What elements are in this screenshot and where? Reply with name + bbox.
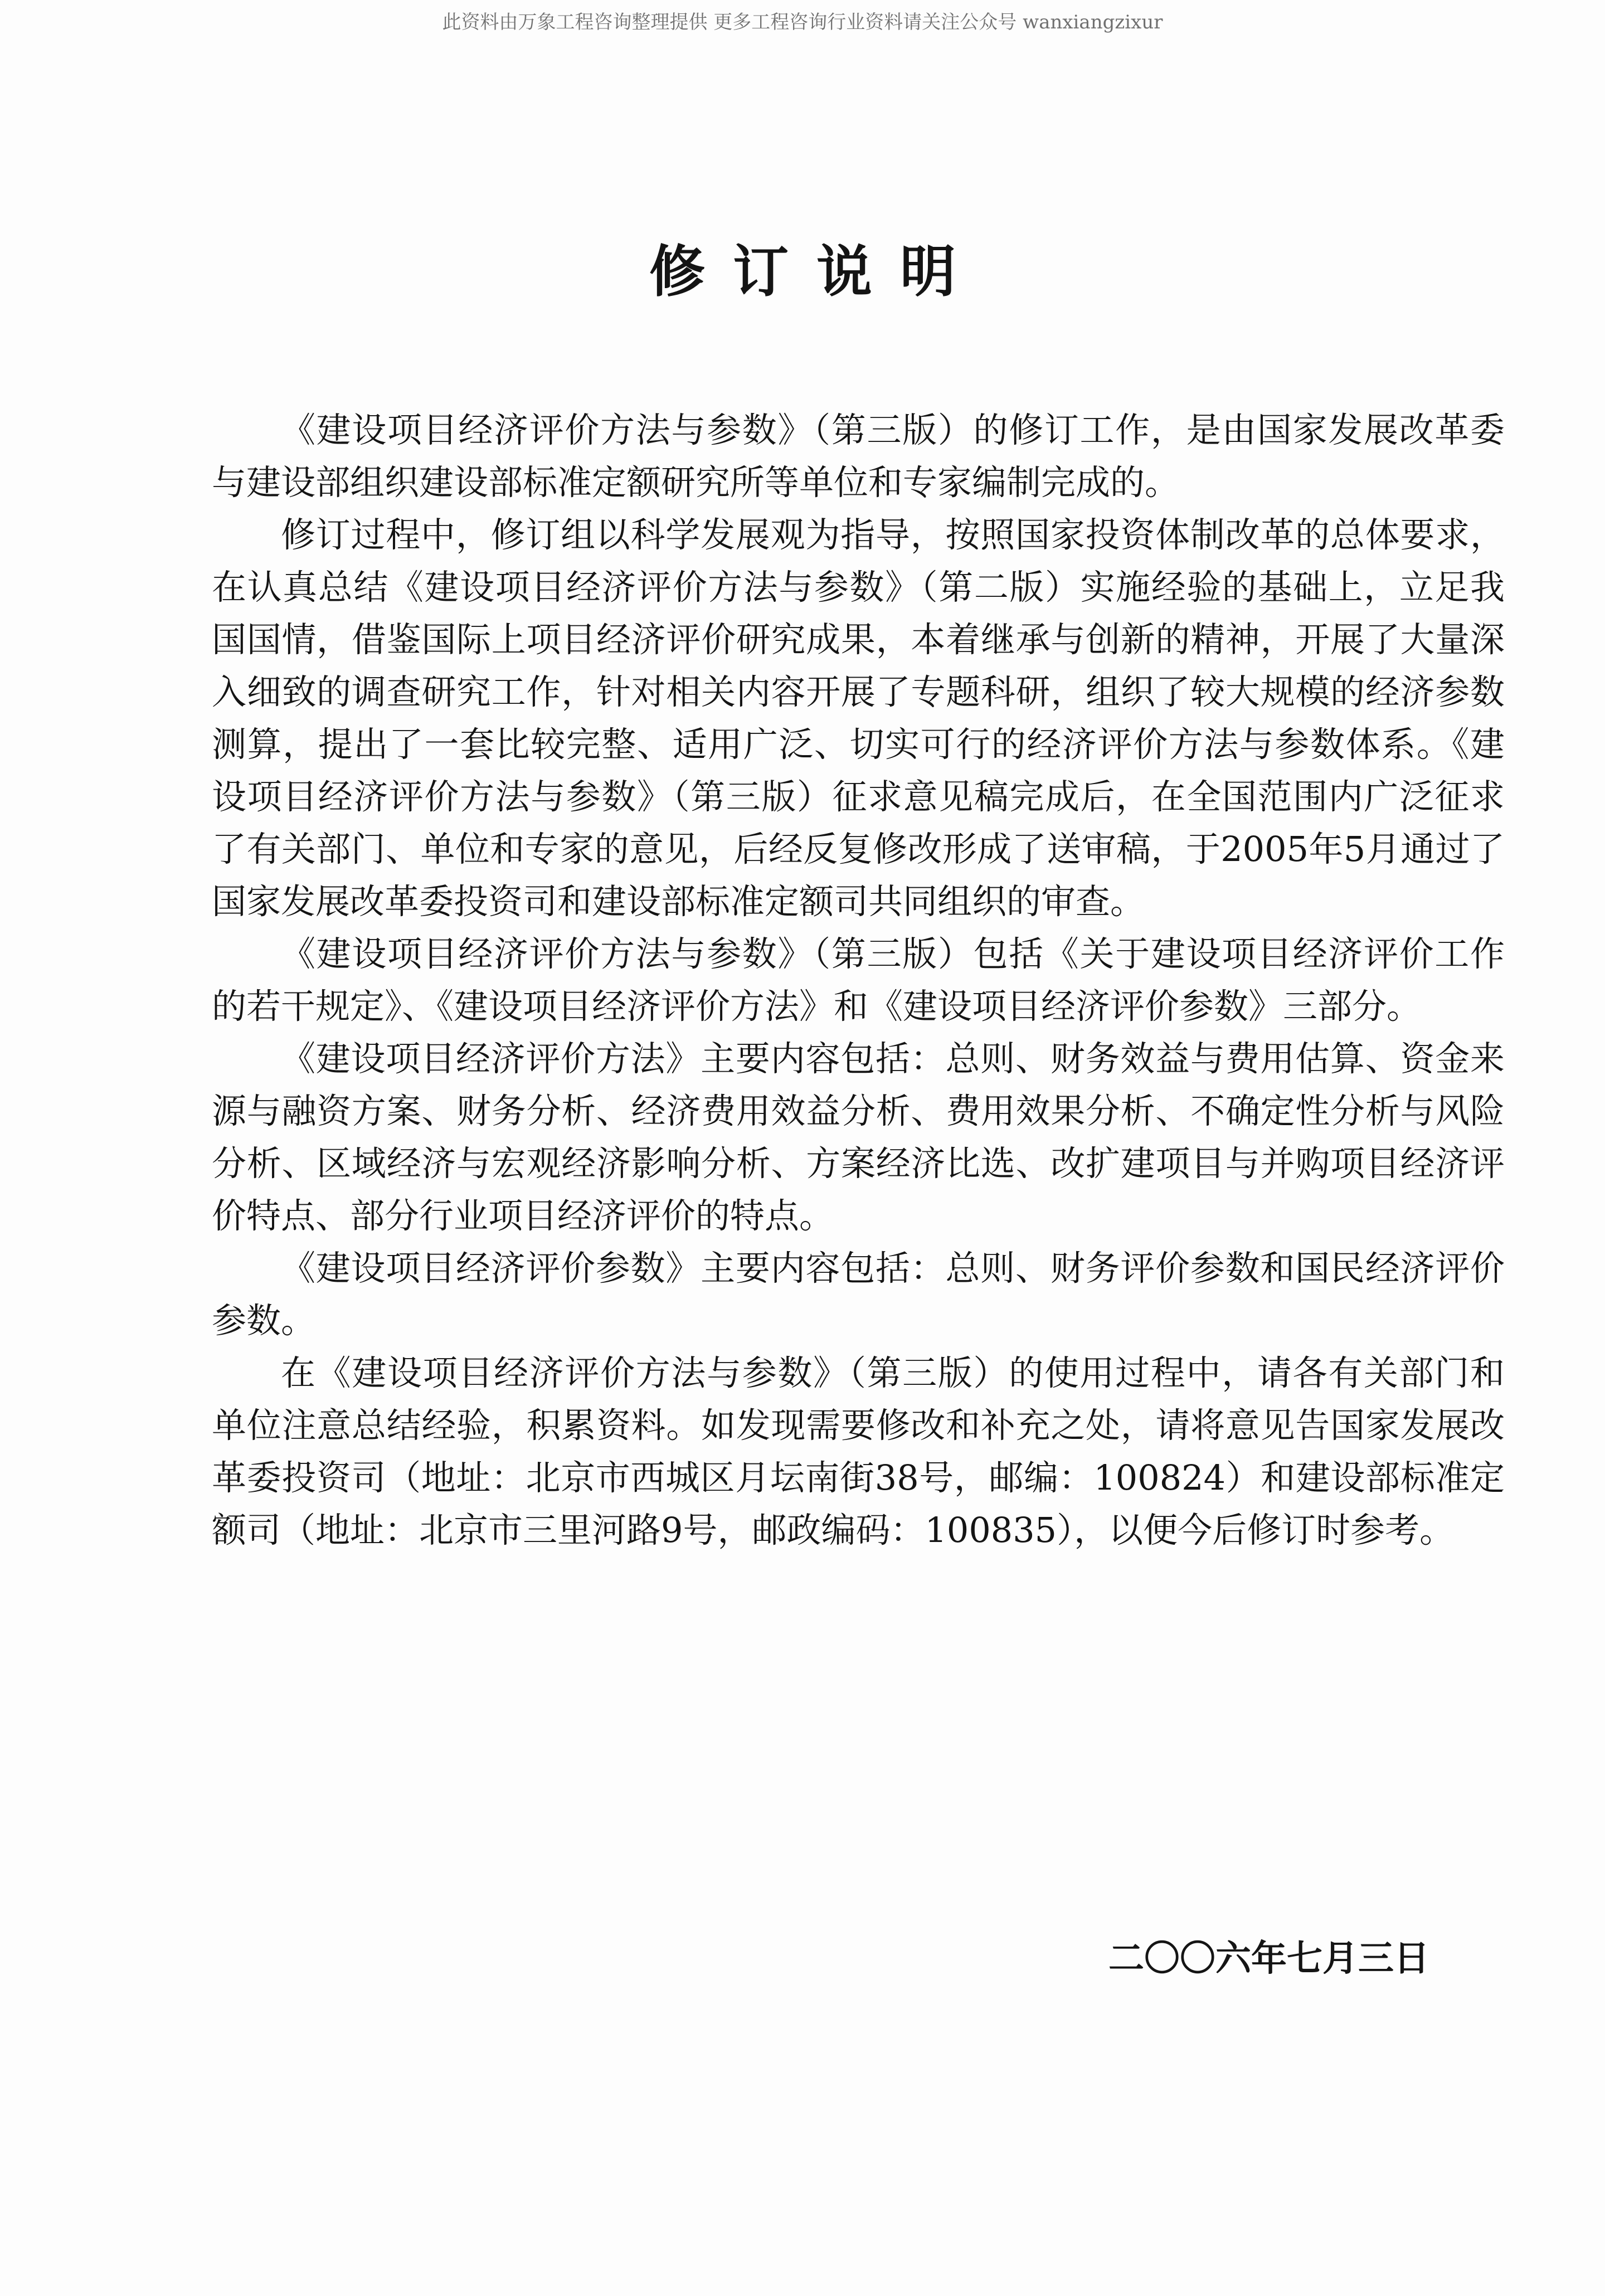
paragraph: 《建设项目经济评价方法》主要内容包括：总则、财务效益与费用估算、资金来源与融资方案、财务分析、经济费用效益分析、费用效果分析、不确定性分析与风险分析、区域经济与宏观经济影响分析、方案经济比选、改扩建项目与并购项目经济评价特点、部分行业项目经济评价的特点。 (212, 1038, 1505, 1236)
paragraph: 《建设项目经济评价方法与参数》（第三版）包括《关于建设项目经济评价工作的若干规定》、《建设项目经济评价方法》和《建设项目经济评价参数》三部分。 (212, 933, 1505, 1027)
page-title: 修订说明 (649, 239, 984, 304)
paragraph: 修订过程中，修订组以科学发展观为指导，按照国家投资体制改革的总体要求，在认真总结《建设项目经济评价方法与参数》（第二版）实施经验的基础上，立足我国国情，借鉴国际上项目经济评价研究成果，本着继承与创新的精神，开展了大量深入细致的调查研究工作，针对相关内容开展了专题科研，组织了较大规模的经济参数测算，提出了一套比较完整、适用广泛、切实可行的经济评价方法与参数体系。《建设项目经济评价方法与参数》（第三版）征求意见稿完成后，在全国范围内广泛征求了有关部门、单位和专家的意见，后经反复修改形成了送审稿，于2005年5月通过了国家发展改革委投资司和建设部标准定额司共同组织的审查。 (212, 514, 1505, 922)
document-date: 二〇〇六年七月三日 (1108, 1938, 1429, 1979)
paragraph: 在《建设项目经济评价方法与参数》（第三版）的使用过程中，请各有关部门和单位注意总结经验，积累资料。如发现需要修改和补充之处，请将意见告国家发展改革委投资司（地址：北京市西城区月坛南街38号，邮编：100824）和建设部标准定额司（地址：北京市三里河路9号，邮政编码：100835），以便今后修订时参考。 (212, 1353, 1505, 1550)
document-body (212, 404, 1505, 1556)
paragraph: 《建设项目经济评价参数》主要内容包括：总则、财务评价参数和国民经济评价参数。 (212, 1248, 1505, 1341)
watermark-header: 此资料由万象工程咨询整理提供 更多工程咨询行业资料请关注公众号 wanxiangzixur (442, 11, 1163, 33)
paragraph: 《建设项目经济评价方法与参数》（第三版）的修订工作，是由国家发展改革委与建设部组织建设部标准定额研究所等单位和专家编制完成的。 (212, 410, 1505, 503)
